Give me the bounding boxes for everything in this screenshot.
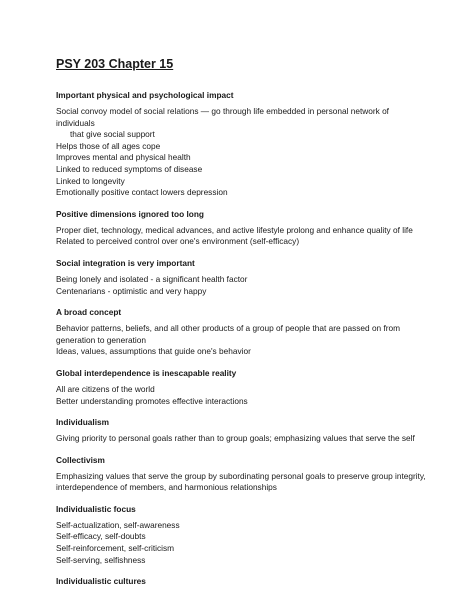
section-heading: Social integration is very important bbox=[56, 257, 195, 268]
body-line: that give social support bbox=[70, 129, 155, 140]
body-line: All are citizens of the world bbox=[56, 383, 155, 394]
body-line: Ideas, values, assumptions that guide one's behavior bbox=[56, 346, 251, 357]
body-line: Proper diet, technology, medical advances, and active lifestyle prolong and enhance quality of life bbox=[56, 224, 413, 235]
section-heading: Collectivism bbox=[56, 454, 105, 465]
body-line: Self-serving, selfishness bbox=[56, 554, 146, 565]
section-social-integration bbox=[56, 257, 426, 297]
section-individualistic-focus bbox=[56, 503, 426, 566]
section-heading: A broad concept bbox=[56, 307, 122, 318]
section-global-interdependence bbox=[56, 367, 426, 407]
body-line: Self-efficacy, self-doubts bbox=[56, 531, 146, 542]
body-line: Behavior patterns, beliefs, and all other products of a group of people that are passed on from bbox=[56, 323, 401, 334]
body-line: Being lonely and isolated - a significant health factor bbox=[56, 273, 248, 284]
body-line: Improves mental and physical health bbox=[56, 152, 191, 163]
section-heading: Individualistic cultures bbox=[56, 576, 146, 587]
section-positive-dimensions bbox=[56, 208, 426, 248]
body-line: Emphasizing values that serve the group by subordinating personal goals to preserve group integrity, bbox=[56, 470, 426, 481]
section-heading: Global interdependence is inescapable reality bbox=[56, 367, 237, 378]
body-line: Linked to longevity bbox=[56, 175, 125, 186]
body-line: Better understanding promotes effective interactions bbox=[56, 395, 248, 406]
section-collectivism bbox=[56, 454, 426, 494]
body-line: interdependence of members, and harmonious relationships bbox=[56, 482, 277, 493]
section-heading: Important physical and psychological impact bbox=[56, 90, 234, 100]
body-line: Self-reinforcement, self-criticism bbox=[56, 543, 175, 554]
document-body bbox=[56, 56, 426, 596]
section-heading: Individualism bbox=[56, 417, 110, 428]
body-line: Linked to reduced symptoms of disease bbox=[56, 163, 203, 174]
document-title: PSY 203 Chapter 15 bbox=[56, 57, 174, 71]
section-heading: Positive dimensions ignored too long bbox=[56, 208, 204, 219]
section-broad-concept bbox=[56, 306, 426, 358]
body-line: Self-actualization, self-awareness bbox=[56, 519, 180, 530]
body-line: Helps those of all ages cope bbox=[56, 140, 161, 151]
section-physical-psychological-impact bbox=[56, 89, 426, 199]
body-line: Centenarians - optimistic and very happy bbox=[56, 285, 207, 296]
body-line: Emotionally positive contact lowers depression bbox=[56, 187, 228, 198]
body-line: Social convoy model of social relations — go through life embedded in personal network of individuals bbox=[56, 106, 389, 128]
body-line: generation to generation bbox=[56, 334, 146, 345]
section-heading: Individualistic focus bbox=[56, 503, 136, 514]
body-line: Related to perceived control over one's environment (self-efficacy) bbox=[56, 236, 300, 247]
section-individualism bbox=[56, 416, 426, 445]
section-individualistic-cultures bbox=[56, 575, 426, 587]
body-line: Giving priority to personal goals rather than to group goals; emphasizing values that serve the self bbox=[56, 433, 415, 444]
